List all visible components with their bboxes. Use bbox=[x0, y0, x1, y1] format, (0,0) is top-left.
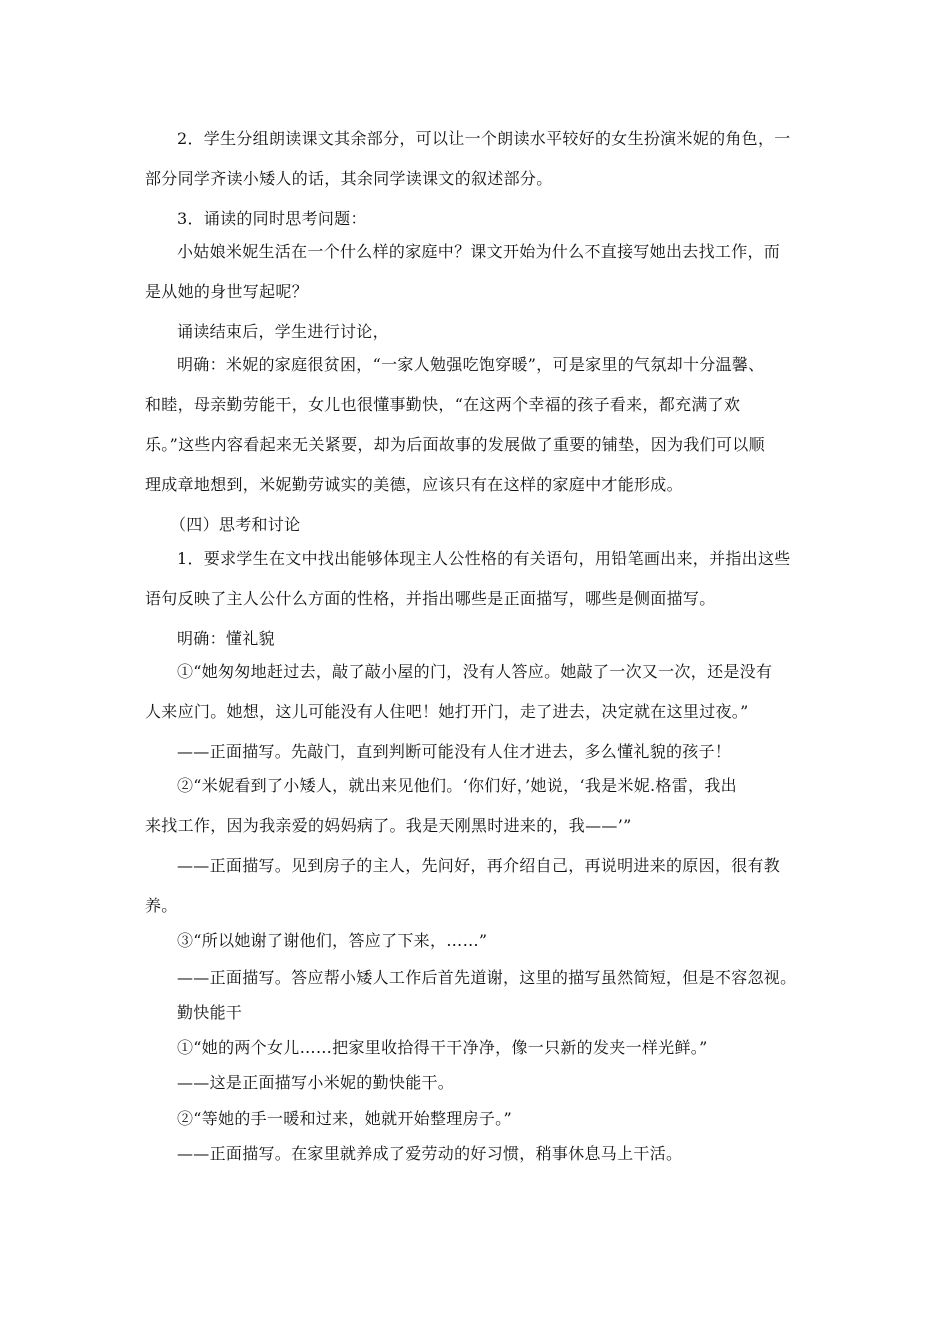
paragraph-line: 来找工作，因为我亲爱的妈妈病了。我是天刚黑时进来的，我——’” bbox=[145, 816, 632, 835]
subheading: 勤快能干 bbox=[177, 1003, 243, 1022]
paragraph-line: ——正面描写。在家里就养成了爱劳动的好习惯，稍事休息马上干活。 bbox=[177, 1144, 683, 1163]
paragraph-line: 语句反映了主人公什么方面的性格，并指出哪些是正面描写，哪些是侧面描写。 bbox=[145, 589, 716, 608]
paragraph-line: 3．诵读的同时思考问题： bbox=[177, 209, 367, 228]
paragraph-line: ——正面描写。见到房子的主人，先问好，再介绍自己，再说明进来的原因，很有教 bbox=[177, 856, 781, 875]
paragraph-line: 诵读结束后，学生进行讨论， bbox=[177, 322, 389, 341]
paragraph-line: ——正面描写。先敲门，直到判断可能没有人住才进去，多么懂礼貌的孩子！ bbox=[177, 742, 732, 761]
paragraph-line: 2．学生分组朗读课文其余部分，可以让一个朗读水平较好的女生扮演米妮的角色，一 bbox=[177, 129, 791, 148]
paragraph-line: ①“她的两个女儿……把家里收拾得干干净净，像一只新的发夹一样光鲜。” bbox=[177, 1038, 708, 1057]
paragraph-line: 乐。”这些内容看起来无关紧要，却为后面故事的发展做了重要的铺垫，因为我们可以顺 bbox=[145, 435, 765, 454]
paragraph-line: 和睦，母亲勤劳能干，女儿也很懂事勤快，“在这两个幸福的孩子看来，都充满了欢 bbox=[145, 395, 741, 414]
paragraph-line: 部分同学齐读小矮人的话，其余同学读课文的叙述部分。 bbox=[145, 169, 553, 188]
paragraph-line: 明确：米妮的家庭很贫困，“一家人勉强吃饱穿暖”，可是家里的气氛却十分温馨、 bbox=[177, 355, 765, 374]
paragraph-line: ——这是正面描写小米妮的勤快能干。 bbox=[177, 1073, 455, 1092]
paragraph-line: ——正面描写。答应帮小矮人工作后首先道谢，这里的描写虽然简短，但是不容忽视。 bbox=[177, 968, 797, 987]
paragraph-line: 小姑娘米妮生活在一个什么样的家庭中？课文开始为什么不直接写她出去找工作，而 bbox=[177, 242, 781, 261]
paragraph-line: 是从她的身世写起呢？ bbox=[145, 282, 309, 301]
paragraph-line: 理成章地想到，米妮勤劳诚实的美德，应该只有在这样的家庭中才能形成。 bbox=[145, 475, 683, 494]
paragraph-line: ③“所以她谢了谢他们，答应了下来，……” bbox=[177, 931, 488, 950]
paragraph-line: 明确：懂礼貌 bbox=[177, 629, 275, 648]
section-heading: （四）思考和讨论 bbox=[170, 515, 301, 534]
paragraph-line: 人来应门。她想，这儿可能没有人住吧！她打开门，走了进去，决定就在这里过夜。” bbox=[145, 702, 749, 721]
paragraph-line: 养。 bbox=[145, 896, 178, 915]
paragraph-line: 1．要求学生在文中找出能够体现主人公性格的有关语句，用铅笔画出来，并指出这些 bbox=[177, 549, 791, 568]
paragraph-line: ②“米妮看到了小矮人，就出来见他们。‘你们好，’她说，‘我是米妮.格雷，我出 bbox=[177, 776, 737, 795]
paragraph-line: ②“等她的手一暖和过来，她就开始整理房子。” bbox=[177, 1109, 512, 1128]
paragraph-line: ①“她匆匆地赶过去，敲了敲小屋的门，没有人答应。她敲了一次又一次，还是没有 bbox=[177, 662, 773, 681]
